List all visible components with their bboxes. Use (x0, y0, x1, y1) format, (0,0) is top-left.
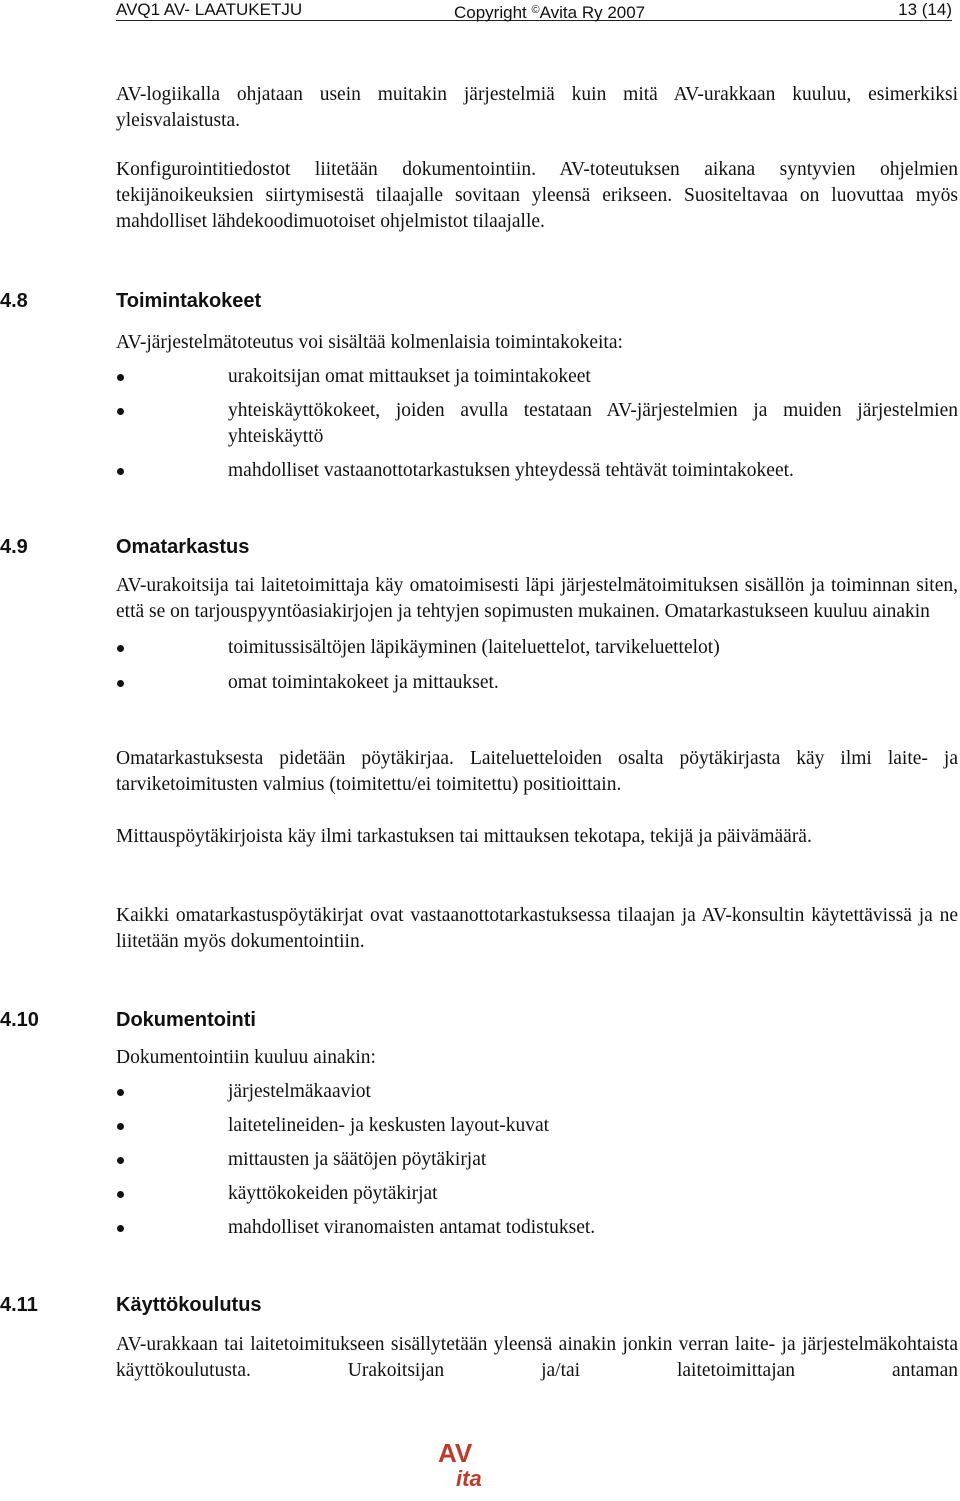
intro-text-2: Konfigurointitiedostot liitetään dokumentointiin. AV-toteutuksen aikana syntyvien ohjelmien tekijänoikeuksien siirtymisestä tilaajalle sovitaan yleensä erikseen. Suositeltavaa on luovuttaa myös mahdolliset lähdekoodimuotoiset ohjelmistot tilaajalle. (116, 159, 958, 232)
section-lead: AV-järjestelmätoteutus voi sisältää kolmenlaisia toimintakokeita: (116, 332, 623, 353)
bullet-icon (117, 468, 124, 475)
bullet-list (116, 364, 958, 484)
header-page-number: 13 (14) (898, 0, 952, 19)
list-item: urakoitsijan omat mittaukset ja toimintakokeet (116, 364, 958, 390)
list-item: omat toimintakokeet ja mittaukset. (116, 670, 958, 696)
section-title: Omatarkastus (116, 536, 250, 558)
section-lead: AV-urakoitsija tai laitetoimittaja käy omatoimisesti läpi järjestelmätoimituksen sisällön ja toiminnan siten, että se on tarjouspyyntöasiakirjojen ja tehtyjen sopimusten mukainen. Omatarkastukseen kuuluu ainakin (116, 575, 958, 622)
list-item: mahdolliset vastaanottotarkastuksen yhteydessä tehtävät toimintakokeet. (116, 458, 958, 484)
section-body-4-11 (116, 1332, 958, 1384)
section-lead: AV-urakkaan tai laitetoimitukseen sisällytetään yleensä ainakin jonkin verran laite- ja järjestelmäkohtaista käyttökoulutusta. Urakoitsijan ja/tai laitetoimittajan antaman (116, 1334, 958, 1381)
section-4-9-paragraph-1 (116, 746, 958, 798)
intro-paragraph-1 (116, 82, 958, 134)
section-number: 4.11 (0, 1294, 38, 1316)
page-header (116, 0, 952, 21)
section-body-4-8 (116, 330, 958, 484)
header-document-title: AVQ1 AV- LAATUKETJU (116, 0, 303, 19)
header-copyright (454, 0, 645, 23)
section-title: Käyttökoulutus (116, 1294, 262, 1316)
copyright-prefix: Copyright (454, 3, 527, 22)
copyright-holder: Avita Ry 2007 (539, 3, 646, 22)
bullet-icon (117, 408, 124, 415)
list-item: yhteiskäyttökokeet, joiden avulla testataan AV-järjestelmien ja muiden järjestelmien yhteiskäyttö (116, 398, 958, 450)
list-item: laitetelineiden- ja keskusten layout-kuvat (116, 1113, 958, 1139)
logo-text-bottom: ita (456, 1466, 482, 1491)
section-number: 4.9 (0, 536, 28, 558)
bullet-icon (117, 1157, 124, 1164)
bullet-list (116, 635, 958, 696)
section-body-4-9 (116, 573, 958, 696)
section-4-9-paragraph-3 (116, 903, 958, 955)
bullet-list (116, 1079, 958, 1241)
paragraph-text: Omatarkastuksesta pidetään pöytäkirjaa. Laiteluetteloiden osalta pöytäkirjasta käy ilmi laite- ja tarviketoimitusten valmius (toimitettu/ei toimitettu) positioittain. (116, 748, 958, 795)
bullet-icon (117, 1089, 124, 1096)
list-item: mittausten ja säätöjen pöytäkirjat (116, 1147, 958, 1173)
paragraph-text: Mittauspöytäkirjoista käy ilmi tarkastuksen tai mittauksen tekotapa, tekijä ja päivämäärä. (116, 826, 812, 847)
intro-text-1: AV-logiikalla ohjataan usein muitakin järjestelmiä kuin mitä AV-urakkaan kuuluu, esimerkiksi yleisvalaistusta. (116, 84, 958, 131)
bullet-icon (117, 645, 124, 652)
paragraph-text: Kaikki omatarkastuspöytäkirjat ovat vastaanottotarkastuksessa tilaajan ja AV-konsultin käytettävissä ja ne liitetään myös dokumentointiin. (116, 905, 958, 952)
bullet-icon (117, 1191, 124, 1198)
bullet-icon (117, 1225, 124, 1232)
avita-logo (434, 1436, 498, 1494)
logo-text-top: AV (438, 1438, 473, 1468)
section-lead: Dokumentointiin kuuluu ainakin: (116, 1047, 376, 1068)
copyright-symbol: © (531, 4, 540, 16)
section-body-4-10 (116, 1045, 958, 1241)
list-item: käyttökokeiden pöytäkirjat (116, 1181, 958, 1207)
list-item: järjestelmäkaaviot (116, 1079, 958, 1105)
bullet-icon (117, 374, 124, 381)
section-title: Toimintakokeet (116, 290, 262, 312)
section-number: 4.8 (0, 290, 28, 312)
bullet-icon (117, 680, 124, 687)
list-item: toimitussisältöjen läpikäyminen (laiteluettelot, tarvikeluettelot) (116, 635, 958, 661)
section-4-9-paragraph-2 (116, 824, 958, 850)
list-item: mahdolliset viranomaisten antamat todistukset. (116, 1215, 958, 1241)
bullet-icon (117, 1123, 124, 1130)
intro-paragraph-2 (116, 157, 958, 235)
section-number: 4.10 (0, 1009, 39, 1031)
section-title: Dokumentointi (116, 1009, 256, 1031)
